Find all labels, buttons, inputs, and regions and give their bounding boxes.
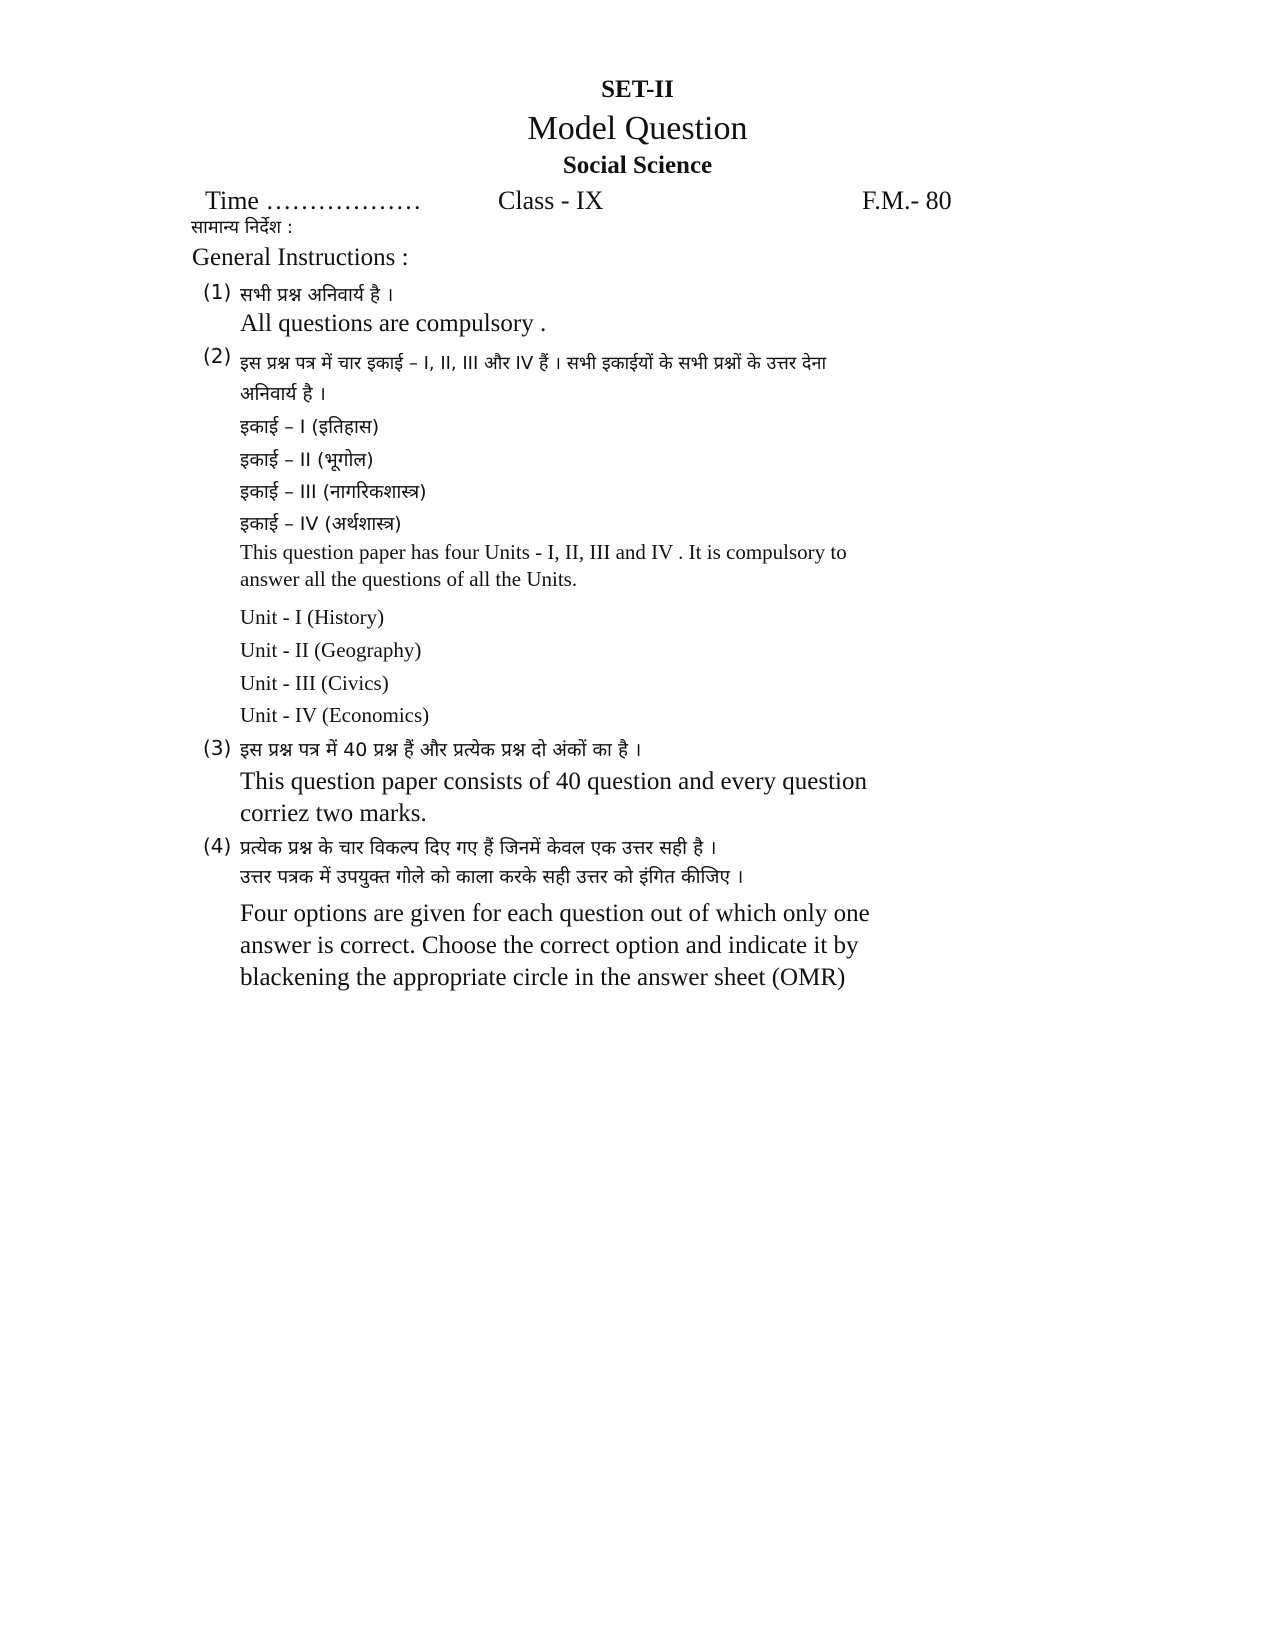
full-marks-label: F.M.- 80 xyxy=(862,186,952,215)
unit-hindi-3: इकाई – III (नागरिकशास्त्र) xyxy=(240,481,427,503)
item-3-number: (3) xyxy=(203,736,232,760)
item-1-number: (1) xyxy=(203,280,232,304)
unit-hindi-1: इकाई – I (इतिहास) xyxy=(240,416,380,438)
unit-english-1: Unit - I (History) xyxy=(240,605,385,629)
item-3-english-line-2: corriez two marks. xyxy=(240,800,427,827)
subject-title: Social Science xyxy=(562,152,713,179)
item-1-hindi: सभी प्रश्न अनिवार्य है । xyxy=(240,284,394,306)
item-4-number: (4) xyxy=(203,834,232,858)
set-label: SET-II xyxy=(601,76,674,103)
unit-english-4: Unit - IV (Economics) xyxy=(240,703,430,727)
unit-english-3: Unit - III (Civics) xyxy=(240,671,389,695)
item-4-english-line-3: blackening the appropriate circle in the answer sheet (OMR) xyxy=(240,964,846,991)
item-4-english-line-2: answer is correct. Choose the correct option and indicate it by xyxy=(240,932,859,959)
item-4-english-line-1: Four options are given for each question out of which only one xyxy=(240,900,870,927)
hindi-instructions-heading: सामान्य निर्देश : xyxy=(191,217,293,238)
time-field: Time ……………… xyxy=(205,186,422,215)
class-label: Class - IX xyxy=(498,186,604,215)
unit-hindi-2: इकाई – II (भूगोल) xyxy=(240,449,374,471)
item-2-english-line-1: This question paper has four Units - I, II, III and IV . It is compulsory to xyxy=(240,540,847,564)
item-1-english: All questions are compulsory . xyxy=(240,310,547,337)
item-4-hindi-line-1: प्रत्येक प्रश्न के चार विकल्प दिए गए हैं जिनमें केवल एक उत्तर सही है । xyxy=(240,837,717,859)
item-4-hindi-line-2: उत्तर पत्रक में उपयुक्त गोले को काला करके सही उत्तर को इंगित कीजिए । xyxy=(240,866,744,888)
unit-hindi-4: इकाई – IV (अर्थशास्त्र) xyxy=(240,513,402,535)
item-2-hindi-line-1: इस प्रश्न पत्र में चार इकाई – I, II, III और IV हैं । सभी इकाईयों के सभी प्रश्नों के उत्तर देना xyxy=(240,353,827,374)
item-2-hindi-line-2: अनिवार्य है । xyxy=(240,383,326,405)
general-instructions-heading: General Instructions : xyxy=(192,244,409,271)
item-3-english-line-1: This question paper consists of 40 question and every question xyxy=(240,768,867,795)
item-3-hindi: इस प्रश्न पत्र में 40 प्रश्न हैं और प्रत्येक प्रश्न दो अंकों का है । xyxy=(240,739,642,761)
item-2-english-line-2: answer all the questions of all the Units. xyxy=(240,567,578,591)
item-2-number: (2) xyxy=(203,344,232,368)
page-title: Model Question xyxy=(527,110,748,147)
unit-english-2: Unit - II (Geography) xyxy=(240,638,422,662)
